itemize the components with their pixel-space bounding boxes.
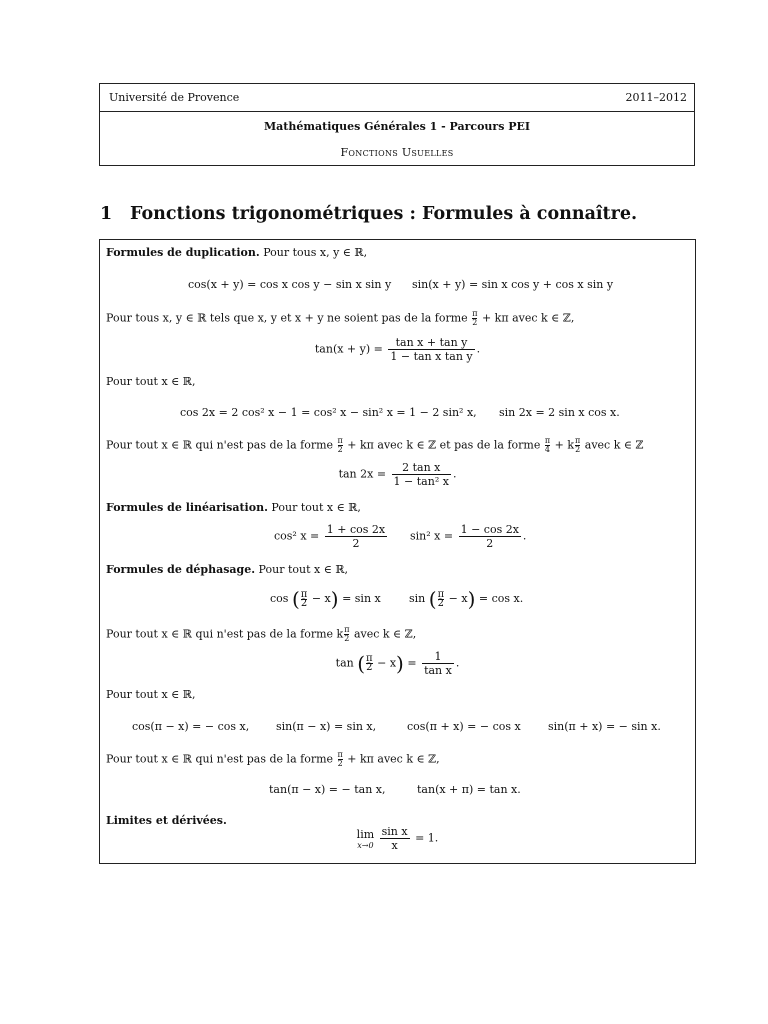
- frac-num: tan x + tan y: [388, 336, 474, 350]
- tan-sum-cond-a: Pour tous x, y ∈ ℝ tels que x, y et x + y ne soient pas de la forme: [106, 311, 468, 325]
- sin-pi-minus-formula: sin(π − x) = sin x,: [276, 720, 377, 733]
- dephasage-title: Formules de déphasage.: [106, 563, 256, 576]
- limit-rhs: = 1.: [415, 831, 439, 845]
- cos2-lhs: cos² x =: [274, 529, 320, 543]
- tan-sum-cond-b: + kπ avec k ∈ ℤ,: [481, 311, 575, 325]
- pi-over-2-fraction: [366, 655, 373, 672]
- tan-cot-cond-b: avec k ∈ ℤ,: [353, 627, 417, 641]
- course-title: Mathématiques Générales 1 - Parcours PEI: [263, 120, 531, 133]
- minus-x: − x: [311, 592, 331, 605]
- frac-den: 2: [300, 597, 308, 609]
- formula-box: [99, 239, 696, 864]
- sin-sum-formula: sin(x + y) = sin x cos y + cos x sin y: [412, 278, 614, 291]
- frac-den: 2: [352, 537, 360, 550]
- period: .: [452, 467, 457, 481]
- tan-pi-plus-formula: tan(x + π) = tan x.: [417, 783, 521, 796]
- tan-pi-cond-b: + kπ avec k ∈ ℤ,: [347, 752, 440, 766]
- tan2x-cond-b: + kπ avec k ∈ ℤ et pas de la forme: [347, 438, 541, 452]
- tan2x-lhs: tan 2x =: [338, 467, 387, 481]
- frac-den: 2: [337, 759, 343, 768]
- tan-word: tan: [335, 656, 354, 670]
- university-name: Université de Provence: [109, 91, 240, 104]
- limit-operator: [357, 828, 374, 850]
- left-paren: (: [357, 651, 366, 676]
- right-paren: ): [396, 651, 404, 676]
- tan2x-fraction: [392, 461, 451, 488]
- cos2x-formula: cos 2x = 2 cos² x − 1 = cos² x − sin² x = 1 − 2 sin² x,: [180, 406, 477, 419]
- sin2-fraction: [459, 523, 521, 550]
- right-paren: ): [330, 587, 339, 611]
- tan-sum-fraction: [388, 336, 474, 363]
- sin-complement-formula: [409, 587, 523, 611]
- frac-den: 2: [486, 537, 494, 550]
- tan2x-cond-a: Pour tout x ∈ ℝ qui n'est pas de la forme: [106, 438, 334, 452]
- cos-complement-formula: [270, 587, 381, 611]
- cos2-linearisation: [274, 523, 389, 550]
- pour-tout-1: Pour tout x ∈ ℝ,: [106, 375, 196, 388]
- pi-over-4-fraction: [545, 437, 550, 454]
- frac-den: x: [391, 839, 398, 852]
- linearisation-intro: Pour tout x ∈ ℝ,: [271, 501, 361, 514]
- frac-num: π: [366, 653, 373, 664]
- tan2x-cond-d: avec k ∈ ℤ: [584, 438, 644, 452]
- left-paren: (: [428, 587, 437, 611]
- equals: =: [407, 656, 417, 670]
- cos2-fraction: [325, 523, 387, 550]
- frac-num: π: [344, 625, 350, 634]
- frac-den: 2: [337, 445, 343, 454]
- dephasage-paragraph: [106, 563, 348, 576]
- linearisation-paragraph: [106, 501, 361, 514]
- eq-sinx: = sin x: [342, 592, 381, 605]
- tan-sum-formula: [100, 336, 695, 363]
- frac-den: 1 − tan² x: [393, 475, 449, 488]
- tan-pi-cond-a: Pour tout x ∈ ℝ qui n'est pas de la forme: [106, 752, 334, 766]
- duplication-paragraph: [106, 246, 367, 259]
- sin-pi-plus-formula: sin(π + x) = − sin x.: [548, 720, 661, 733]
- sinx-over-x-fraction: [380, 825, 410, 852]
- tan2x-cond-c: + k: [554, 438, 574, 452]
- period: .: [522, 529, 527, 543]
- limits-title: Limites et dérivées.: [106, 814, 227, 827]
- duplication-intro: Pour tous x, y ∈ ℝ,: [263, 246, 368, 259]
- pi-over-2-fraction: [300, 588, 308, 609]
- lim-word: lim: [356, 827, 375, 841]
- cos-sum-formula: cos(x + y) = cos x cos y − sin x sin y: [188, 278, 392, 291]
- frac-num: π: [544, 436, 551, 445]
- frac-num: π: [575, 436, 581, 445]
- pi-over-2-fraction: [338, 751, 343, 768]
- tan-pi-condition: [106, 751, 440, 768]
- section-number: 1: [100, 204, 113, 224]
- pi-over-2-fraction: [338, 437, 343, 454]
- section-title: Fonctions trigonométriques : Formules à connaître.: [130, 204, 638, 224]
- sin2-lhs: sin² x =: [410, 529, 454, 543]
- frac-den: 2: [472, 318, 478, 327]
- tan-complement-formula: [100, 650, 695, 677]
- sin2-linearisation: [410, 523, 526, 550]
- period: .: [476, 342, 481, 356]
- tan2x-condition: [106, 437, 644, 454]
- section-heading: [100, 204, 637, 224]
- sin-word: sin: [409, 592, 426, 605]
- frac-den: 2: [366, 662, 373, 673]
- header-top-row: [100, 84, 694, 112]
- pi-over-2-fraction: [344, 626, 349, 643]
- tan-pi-minus-formula: tan(π − x) = − tan x,: [269, 783, 386, 796]
- cos-pi-plus-formula: cos(π + x) = − cos x: [407, 720, 521, 733]
- frac-num: π: [300, 588, 308, 600]
- right-paren: ): [467, 587, 476, 611]
- frac-num: 1 + cos 2x: [326, 523, 386, 536]
- dephasage-intro: Pour tout x ∈ ℝ,: [258, 563, 348, 576]
- frac-den: 2: [575, 445, 581, 454]
- frac-num: sin x: [381, 825, 408, 838]
- frac-den: tan x: [424, 664, 452, 677]
- duplication-title: Formules de duplication.: [106, 246, 260, 259]
- tan-cotangent-condition: [106, 626, 416, 643]
- frac-num: π: [472, 309, 478, 318]
- lim-subscript: x→0: [357, 840, 374, 850]
- left-paren: (: [291, 587, 300, 611]
- pi-over-2-fraction: [437, 588, 445, 609]
- document-subtitle: Fonctions Usuelles: [340, 146, 454, 159]
- frac-den: 4: [544, 445, 551, 454]
- minus-x: − x: [448, 592, 468, 605]
- minus-x: − x: [377, 656, 397, 670]
- frac-num: π: [437, 588, 445, 600]
- frac-den: 1 − tan x tan y: [390, 350, 473, 363]
- frac-num: 1 − cos 2x: [460, 523, 519, 536]
- tan-sum-condition: [106, 310, 574, 327]
- sin2x-formula: sin 2x = 2 sin x cos x.: [499, 406, 620, 419]
- linearisation-title: Formules de linéarisation.: [106, 501, 268, 514]
- frac-den: 2: [344, 634, 350, 643]
- frac-num: π: [337, 750, 343, 759]
- frac-num: π: [337, 436, 343, 445]
- one-over-tanx-fraction: [422, 650, 454, 677]
- limit-formula: [100, 825, 695, 852]
- header-box: [99, 83, 695, 166]
- pi-over-2-fraction: [575, 437, 580, 454]
- tan-cot-cond-a: Pour tout x ∈ ℝ qui n'est pas de la forme k: [106, 627, 344, 641]
- eq-cosx: = cos x.: [478, 592, 524, 605]
- pi-over-2-fraction: [472, 310, 477, 327]
- tan2x-formula: [100, 461, 695, 488]
- frac-num: 1: [422, 650, 454, 664]
- pour-tout-2: Pour tout x ∈ ℝ,: [106, 688, 196, 701]
- period: .: [455, 656, 460, 670]
- cos-pi-minus-formula: cos(π − x) = − cos x,: [132, 720, 250, 733]
- frac-num: 2 tan x: [392, 461, 451, 475]
- cos-word: cos: [270, 592, 289, 605]
- tan-sum-lhs: tan(x + y) =: [314, 342, 383, 356]
- academic-years: 2011–2012: [625, 91, 687, 104]
- frac-den: 2: [437, 597, 445, 609]
